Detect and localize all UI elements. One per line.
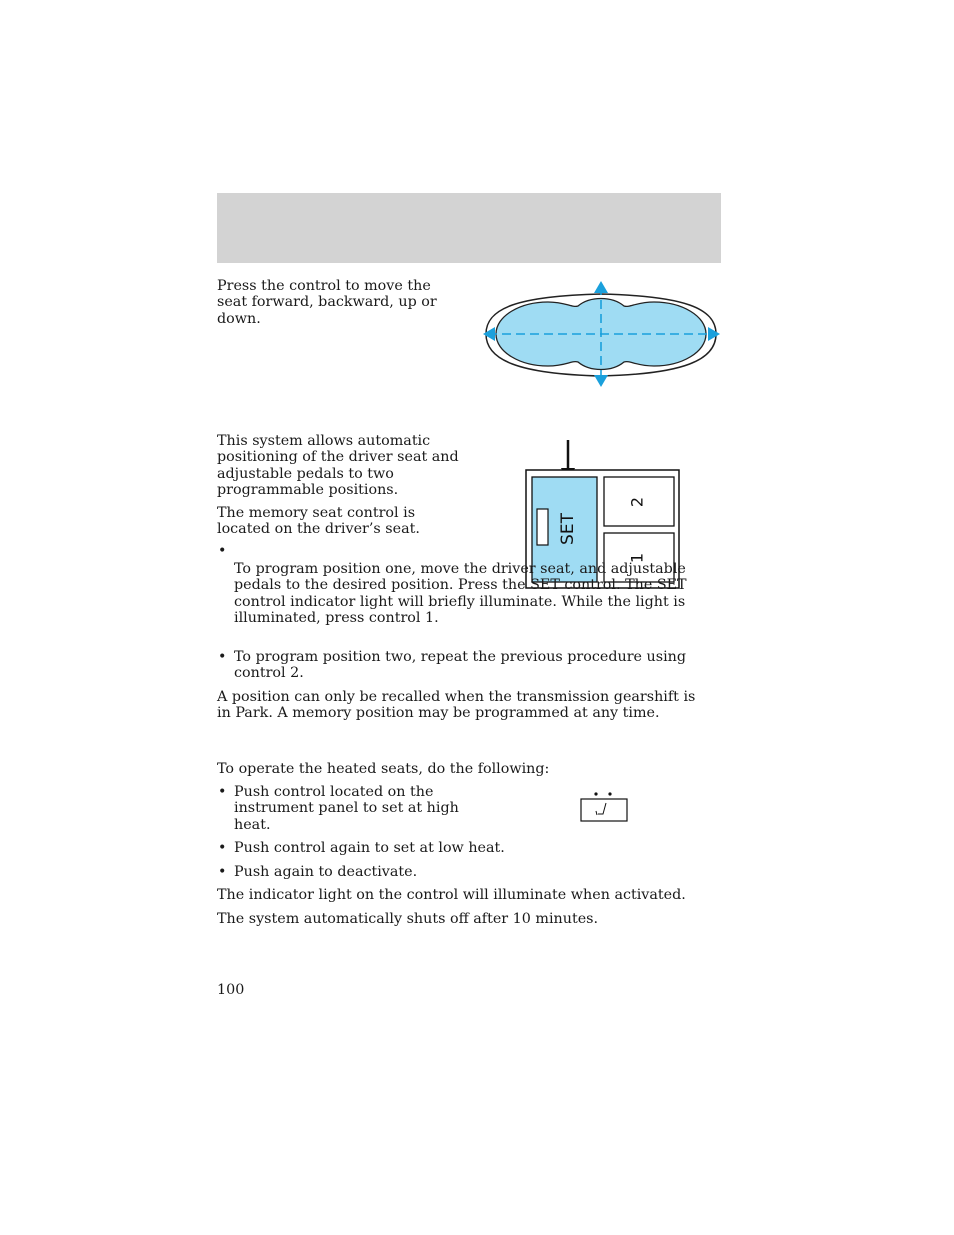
arrow-down-icon (594, 375, 608, 387)
heated-step-2: Push control again to set at low heat. (234, 840, 505, 857)
memory-button-1-label: 1 (627, 552, 647, 564)
heated-seats-steps (217, 784, 717, 880)
heated-seat-button[interactable] (578, 788, 630, 824)
memory-step-2: To program position two, repeat the previous procedure using control 2. (234, 649, 687, 682)
seat-control-diagram (478, 278, 724, 390)
memory-seat-location: The memory seat control is located on the driver’s seat. (217, 504, 420, 538)
list-item (217, 543, 717, 647)
list-item (217, 649, 717, 682)
memory-seat-intro-block (217, 433, 465, 537)
memory-recall-note: A position can only be recalled when the transmission gearshift is in Park. A memory position may be programmed at any time. (217, 689, 696, 722)
heated-auto-off-note: The system automatically shuts off after 10 minutes. (217, 911, 599, 927)
memory-step-1: • To program position one, move the driver seat, and adjustable pedals to the desired position. Press the SET control. The SET control indicator light will briefly illuminate. While the light is illuminated, press control 1. (234, 561, 687, 627)
memory-seat-intro: This system allows automatic positioning of the driver seat and adjustable pedals to two programmable positions. (217, 433, 459, 499)
arrow-up-icon (594, 281, 608, 293)
heated-indicator-note: The indicator light on the control will illuminate when activated. (217, 887, 686, 903)
heated-step-1: Push control located on the instrument panel to set at high heat. (234, 784, 459, 833)
memory-button-2-label: 2 (627, 496, 647, 508)
indicator-dot (608, 792, 611, 795)
heated-seats-intro: To operate the heated seats, do the following: (217, 761, 550, 777)
page-number: 100 (217, 982, 245, 998)
memory-seat-steps (217, 543, 717, 647)
list-item (217, 840, 717, 856)
heated-step-3: Push again to deactivate. (234, 863, 418, 880)
set-indicator-light (537, 509, 548, 545)
list-item (217, 784, 470, 833)
list-item (217, 864, 717, 880)
section-header-bar (217, 193, 721, 263)
set-button-label: SET (558, 513, 578, 545)
seat-control-description: Press the control to move the seat forward, backward, up or down. (217, 278, 437, 327)
memory-seat-steps-continued (217, 649, 717, 682)
indicator-dot (594, 792, 597, 795)
